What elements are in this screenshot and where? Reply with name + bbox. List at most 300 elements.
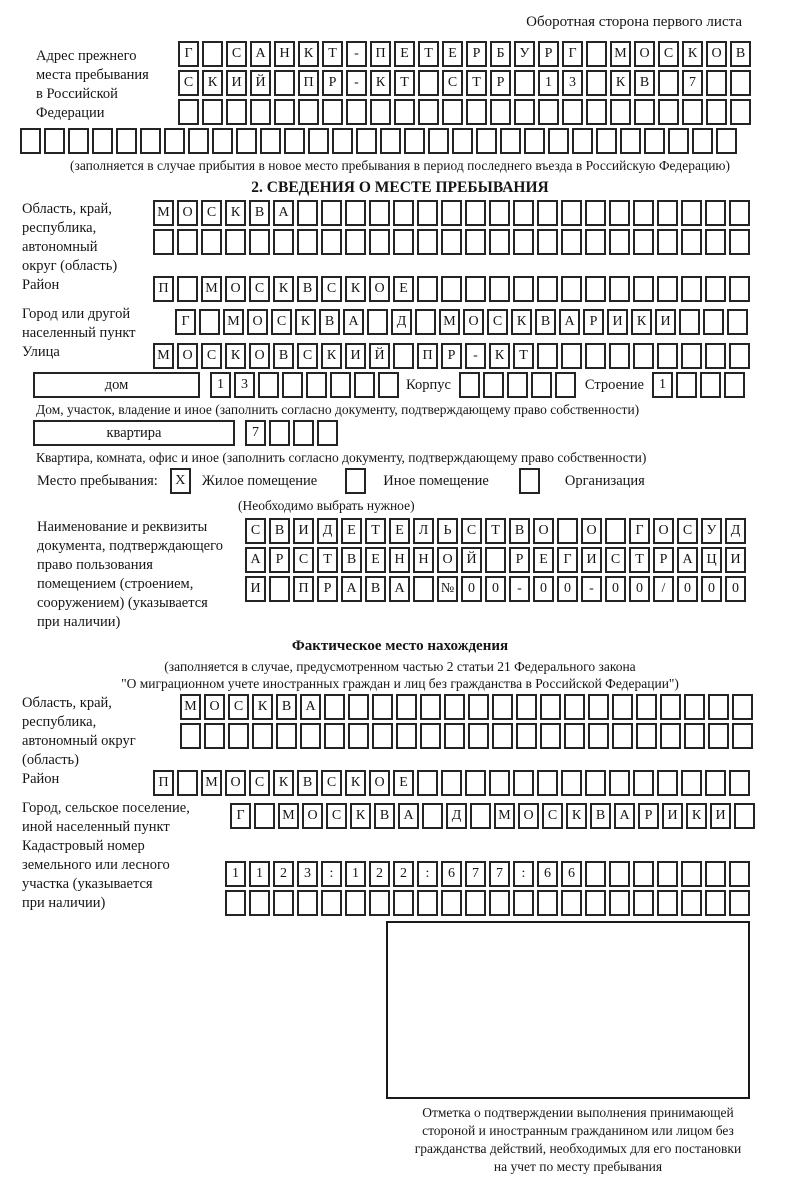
char-box[interactable] xyxy=(225,890,246,916)
char-box[interactable]: А xyxy=(389,576,410,602)
previous-address-row-3[interactable] xyxy=(178,99,754,125)
previous-address-row-2[interactable] xyxy=(178,70,754,96)
char-box[interactable]: О xyxy=(247,309,268,335)
char-box[interactable] xyxy=(537,276,558,302)
char-box[interactable]: А xyxy=(677,547,698,573)
char-box[interactable]: С xyxy=(658,41,679,67)
char-box[interactable] xyxy=(633,200,654,226)
char-box[interactable] xyxy=(483,372,504,398)
char-box[interactable] xyxy=(380,128,401,154)
char-box[interactable] xyxy=(609,200,630,226)
char-box[interactable] xyxy=(684,723,705,749)
char-box[interactable]: О xyxy=(177,343,198,369)
char-box[interactable] xyxy=(538,99,559,125)
char-box[interactable] xyxy=(730,99,751,125)
char-box[interactable]: Т xyxy=(365,518,386,544)
char-box[interactable]: С xyxy=(201,200,222,226)
char-box[interactable]: К xyxy=(273,276,294,302)
char-box[interactable] xyxy=(513,890,534,916)
char-box[interactable] xyxy=(201,229,222,255)
char-box[interactable] xyxy=(20,128,41,154)
char-box[interactable] xyxy=(297,229,318,255)
char-box[interactable] xyxy=(585,229,606,255)
char-box[interactable]: : xyxy=(417,861,438,887)
char-box[interactable]: 1 xyxy=(210,372,231,398)
char-box[interactable]: Н xyxy=(389,547,410,573)
char-box[interactable]: Р xyxy=(490,70,511,96)
char-box[interactable]: В xyxy=(374,803,395,829)
apartment-row[interactable] xyxy=(245,420,341,446)
char-box[interactable]: Г xyxy=(562,41,583,67)
char-box[interactable]: 2 xyxy=(393,861,414,887)
char-box[interactable]: 6 xyxy=(537,861,558,887)
char-box[interactable] xyxy=(345,468,366,494)
char-box[interactable] xyxy=(417,276,438,302)
char-box[interactable] xyxy=(202,41,223,67)
char-box[interactable]: 2 xyxy=(273,861,294,887)
char-box[interactable] xyxy=(516,694,537,720)
char-box[interactable]: С xyxy=(461,518,482,544)
char-box[interactable] xyxy=(730,70,751,96)
char-box[interactable]: Г xyxy=(629,518,650,544)
char-box[interactable] xyxy=(441,229,462,255)
char-box[interactable]: М xyxy=(494,803,515,829)
char-box[interactable] xyxy=(657,770,678,796)
char-box[interactable]: - xyxy=(581,576,602,602)
char-box[interactable] xyxy=(417,229,438,255)
actual-city-row[interactable] xyxy=(230,799,758,829)
checkbox-organizatsiya[interactable] xyxy=(519,468,543,494)
char-box[interactable]: К xyxy=(566,803,587,829)
char-box[interactable] xyxy=(620,128,641,154)
char-box[interactable] xyxy=(370,99,391,125)
char-box[interactable]: О xyxy=(302,803,323,829)
char-box[interactable]: К xyxy=(273,770,294,796)
char-box[interactable] xyxy=(705,890,726,916)
char-box[interactable]: Р xyxy=(317,576,338,602)
char-box[interactable] xyxy=(418,99,439,125)
char-box[interactable] xyxy=(489,770,510,796)
char-box[interactable]: Р xyxy=(509,547,530,573)
char-box[interactable] xyxy=(254,803,275,829)
char-box[interactable] xyxy=(561,229,582,255)
char-box[interactable] xyxy=(681,770,702,796)
char-box[interactable] xyxy=(537,770,558,796)
char-box[interactable] xyxy=(572,128,593,154)
char-box[interactable] xyxy=(202,99,223,125)
char-box[interactable]: И xyxy=(725,547,746,573)
char-box[interactable] xyxy=(668,128,689,154)
char-box[interactable] xyxy=(225,229,246,255)
char-box[interactable]: О xyxy=(634,41,655,67)
char-box[interactable]: А xyxy=(300,694,321,720)
char-box[interactable]: В xyxy=(319,309,340,335)
char-box[interactable]: 0 xyxy=(629,576,650,602)
char-box[interactable] xyxy=(706,99,727,125)
char-box[interactable] xyxy=(633,861,654,887)
char-box[interactable] xyxy=(585,770,606,796)
char-box[interactable]: Е xyxy=(393,770,414,796)
char-box[interactable] xyxy=(692,128,713,154)
char-box[interactable]: О xyxy=(581,518,602,544)
char-box[interactable]: X xyxy=(170,468,191,494)
char-box[interactable]: П xyxy=(293,576,314,602)
char-box[interactable]: М xyxy=(278,803,299,829)
char-box[interactable]: Т xyxy=(317,547,338,573)
char-box[interactable] xyxy=(681,200,702,226)
char-box[interactable] xyxy=(729,200,750,226)
char-box[interactable] xyxy=(724,372,745,398)
char-box[interactable]: А xyxy=(343,309,364,335)
char-box[interactable] xyxy=(372,694,393,720)
char-box[interactable] xyxy=(513,200,534,226)
char-box[interactable] xyxy=(441,200,462,226)
char-box[interactable] xyxy=(153,229,174,255)
char-box[interactable]: В xyxy=(297,276,318,302)
char-box[interactable]: - xyxy=(346,70,367,96)
char-box[interactable] xyxy=(180,723,201,749)
char-box[interactable] xyxy=(332,128,353,154)
char-box[interactable]: - xyxy=(346,41,367,67)
char-box[interactable]: Ь xyxy=(437,518,458,544)
actual-region-row-1[interactable] xyxy=(180,694,756,720)
char-box[interactable] xyxy=(321,229,342,255)
char-box[interactable]: И xyxy=(345,343,366,369)
char-box[interactable]: Т xyxy=(394,70,415,96)
char-box[interactable] xyxy=(681,229,702,255)
char-box[interactable] xyxy=(679,309,700,335)
char-box[interactable] xyxy=(705,861,726,887)
document-row-1[interactable] xyxy=(245,518,749,544)
char-box[interactable]: Р xyxy=(538,41,559,67)
char-box[interactable] xyxy=(140,128,161,154)
char-box[interactable] xyxy=(636,723,657,749)
char-box[interactable]: Б xyxy=(490,41,511,67)
char-box[interactable] xyxy=(273,890,294,916)
char-box[interactable]: Е xyxy=(365,547,386,573)
char-box[interactable] xyxy=(658,70,679,96)
char-box[interactable] xyxy=(164,128,185,154)
char-box[interactable]: С xyxy=(605,547,626,573)
char-box[interactable]: С xyxy=(321,276,342,302)
char-box[interactable]: Р xyxy=(466,41,487,67)
char-box[interactable]: С xyxy=(442,70,463,96)
char-box[interactable]: О xyxy=(369,276,390,302)
char-box[interactable] xyxy=(540,723,561,749)
char-box[interactable] xyxy=(485,547,506,573)
char-box[interactable]: Н xyxy=(413,547,434,573)
char-box[interactable] xyxy=(177,770,198,796)
char-box[interactable] xyxy=(394,99,415,125)
char-box[interactable] xyxy=(682,99,703,125)
char-box[interactable]: М xyxy=(201,770,222,796)
char-box[interactable] xyxy=(633,276,654,302)
char-box[interactable]: Н xyxy=(274,41,295,67)
char-box[interactable] xyxy=(548,128,569,154)
char-box[interactable]: К xyxy=(202,70,223,96)
char-box[interactable] xyxy=(681,343,702,369)
char-box[interactable]: М xyxy=(439,309,460,335)
char-box[interactable] xyxy=(258,372,279,398)
char-box[interactable] xyxy=(681,276,702,302)
char-box[interactable] xyxy=(465,890,486,916)
char-box[interactable]: У xyxy=(701,518,722,544)
char-box[interactable]: А xyxy=(250,41,271,67)
char-box[interactable] xyxy=(609,276,630,302)
char-box[interactable] xyxy=(636,694,657,720)
char-box[interactable] xyxy=(269,420,290,446)
char-box[interactable] xyxy=(372,723,393,749)
char-box[interactable]: Р xyxy=(269,547,290,573)
char-box[interactable]: Р xyxy=(583,309,604,335)
char-box[interactable] xyxy=(417,200,438,226)
previous-address-row-1[interactable] xyxy=(178,41,754,67)
char-box[interactable] xyxy=(321,890,342,916)
char-box[interactable] xyxy=(732,723,753,749)
char-box[interactable] xyxy=(729,229,750,255)
char-box[interactable] xyxy=(177,229,198,255)
house-row[interactable] xyxy=(210,372,402,398)
char-box[interactable] xyxy=(561,343,582,369)
char-box[interactable]: Е xyxy=(389,518,410,544)
char-box[interactable]: 0 xyxy=(701,576,722,602)
char-box[interactable]: : xyxy=(513,861,534,887)
char-box[interactable] xyxy=(420,694,441,720)
char-box[interactable]: С xyxy=(271,309,292,335)
char-box[interactable] xyxy=(596,128,617,154)
char-box[interactable] xyxy=(393,343,414,369)
char-box[interactable]: 1 xyxy=(249,861,270,887)
char-box[interactable] xyxy=(324,694,345,720)
char-box[interactable]: С xyxy=(226,41,247,67)
char-box[interactable] xyxy=(418,70,439,96)
char-box[interactable] xyxy=(297,890,318,916)
char-box[interactable]: 2 xyxy=(369,861,390,887)
char-box[interactable] xyxy=(476,128,497,154)
char-box[interactable] xyxy=(322,99,343,125)
char-box[interactable]: С xyxy=(249,770,270,796)
char-box[interactable] xyxy=(564,694,585,720)
char-box[interactable] xyxy=(308,128,329,154)
char-box[interactable]: К xyxy=(511,309,532,335)
char-box[interactable]: 7 xyxy=(682,70,703,96)
char-box[interactable] xyxy=(489,890,510,916)
char-box[interactable] xyxy=(441,770,462,796)
char-box[interactable]: А xyxy=(559,309,580,335)
char-box[interactable] xyxy=(734,803,755,829)
char-box[interactable]: Д xyxy=(446,803,467,829)
char-box[interactable]: В xyxy=(509,518,530,544)
char-box[interactable] xyxy=(703,309,724,335)
char-box[interactable] xyxy=(444,694,465,720)
char-box[interactable] xyxy=(428,128,449,154)
char-box[interactable] xyxy=(513,229,534,255)
char-box[interactable] xyxy=(444,723,465,749)
char-box[interactable]: 1 xyxy=(538,70,559,96)
char-box[interactable] xyxy=(676,372,697,398)
char-box[interactable] xyxy=(557,518,578,544)
char-box[interactable] xyxy=(345,200,366,226)
char-box[interactable] xyxy=(610,99,631,125)
char-box[interactable]: И xyxy=(226,70,247,96)
char-box[interactable]: Й xyxy=(250,70,271,96)
char-box[interactable] xyxy=(489,276,510,302)
char-box[interactable] xyxy=(705,276,726,302)
char-box[interactable] xyxy=(519,468,540,494)
char-box[interactable]: О xyxy=(204,694,225,720)
char-box[interactable] xyxy=(586,70,607,96)
char-box[interactable] xyxy=(657,890,678,916)
char-box[interactable]: И xyxy=(581,547,602,573)
cadastral-row-1[interactable] xyxy=(225,861,753,887)
char-box[interactable]: К xyxy=(295,309,316,335)
char-box[interactable]: Т xyxy=(513,343,534,369)
char-box[interactable]: : xyxy=(321,861,342,887)
char-box[interactable]: А xyxy=(245,547,266,573)
checkbox-inoe[interactable] xyxy=(345,468,369,494)
char-box[interactable] xyxy=(706,70,727,96)
char-box[interactable] xyxy=(561,770,582,796)
street-row[interactable] xyxy=(153,343,753,369)
char-box[interactable]: Е xyxy=(394,41,415,67)
char-box[interactable] xyxy=(356,128,377,154)
char-box[interactable]: 3 xyxy=(234,372,255,398)
char-box[interactable]: 6 xyxy=(441,861,462,887)
char-box[interactable]: К xyxy=(321,343,342,369)
char-box[interactable] xyxy=(585,343,606,369)
char-box[interactable]: К xyxy=(345,770,366,796)
char-box[interactable]: П xyxy=(153,276,174,302)
char-box[interactable] xyxy=(609,229,630,255)
char-box[interactable] xyxy=(236,128,257,154)
char-box[interactable] xyxy=(452,128,473,154)
char-box[interactable]: Е xyxy=(341,518,362,544)
char-box[interactable]: Р xyxy=(638,803,659,829)
char-box[interactable] xyxy=(274,99,295,125)
char-box[interactable] xyxy=(500,128,521,154)
char-box[interactable]: 1 xyxy=(225,861,246,887)
char-box[interactable] xyxy=(92,128,113,154)
char-box[interactable] xyxy=(441,276,462,302)
char-box[interactable]: Д xyxy=(317,518,338,544)
char-box[interactable] xyxy=(708,723,729,749)
char-box[interactable]: № xyxy=(437,576,458,602)
char-box[interactable] xyxy=(657,343,678,369)
char-box[interactable]: О xyxy=(518,803,539,829)
char-box[interactable]: С xyxy=(245,518,266,544)
char-box[interactable] xyxy=(465,229,486,255)
char-box[interactable] xyxy=(705,200,726,226)
char-box[interactable]: М xyxy=(153,200,174,226)
char-box[interactable] xyxy=(605,518,626,544)
char-box[interactable] xyxy=(422,803,443,829)
char-box[interactable] xyxy=(513,770,534,796)
char-box[interactable] xyxy=(250,99,271,125)
char-box[interactable]: О xyxy=(706,41,727,67)
char-box[interactable]: К xyxy=(686,803,707,829)
char-box[interactable]: Р xyxy=(653,547,674,573)
char-box[interactable] xyxy=(489,200,510,226)
char-box[interactable] xyxy=(298,99,319,125)
char-box[interactable]: К xyxy=(225,200,246,226)
char-box[interactable] xyxy=(732,694,753,720)
char-box[interactable] xyxy=(345,229,366,255)
char-box[interactable] xyxy=(609,343,630,369)
char-box[interactable] xyxy=(273,229,294,255)
char-box[interactable]: В xyxy=(590,803,611,829)
char-box[interactable]: 3 xyxy=(562,70,583,96)
char-box[interactable] xyxy=(586,41,607,67)
char-box[interactable] xyxy=(516,723,537,749)
cadastral-row-2[interactable] xyxy=(225,890,753,916)
char-box[interactable] xyxy=(348,694,369,720)
char-box[interactable] xyxy=(633,890,654,916)
char-box[interactable] xyxy=(561,890,582,916)
char-box[interactable] xyxy=(585,200,606,226)
char-box[interactable] xyxy=(660,723,681,749)
char-box[interactable] xyxy=(561,200,582,226)
char-box[interactable]: В xyxy=(634,70,655,96)
char-box[interactable] xyxy=(729,861,750,887)
char-box[interactable] xyxy=(369,200,390,226)
char-box[interactable]: М xyxy=(153,343,174,369)
char-box[interactable]: Р xyxy=(322,70,343,96)
char-box[interactable]: К xyxy=(370,70,391,96)
char-box[interactable] xyxy=(417,770,438,796)
korpus-row[interactable] xyxy=(459,372,579,398)
char-box[interactable] xyxy=(459,372,480,398)
char-box[interactable] xyxy=(396,694,417,720)
char-box[interactable]: К xyxy=(225,343,246,369)
char-box[interactable] xyxy=(585,861,606,887)
char-box[interactable] xyxy=(249,229,270,255)
char-box[interactable] xyxy=(393,890,414,916)
char-box[interactable]: Л xyxy=(413,518,434,544)
char-box[interactable] xyxy=(609,770,630,796)
char-box[interactable] xyxy=(609,861,630,887)
char-box[interactable]: 6 xyxy=(561,861,582,887)
char-box[interactable]: Т xyxy=(322,41,343,67)
char-box[interactable] xyxy=(420,723,441,749)
char-box[interactable]: В xyxy=(341,547,362,573)
char-box[interactable] xyxy=(633,770,654,796)
char-box[interactable]: К xyxy=(631,309,652,335)
char-box[interactable]: С xyxy=(677,518,698,544)
char-box[interactable]: И xyxy=(655,309,676,335)
document-row-2[interactable] xyxy=(245,547,749,573)
char-box[interactable] xyxy=(513,276,534,302)
char-box[interactable]: В xyxy=(273,343,294,369)
char-box[interactable] xyxy=(727,309,748,335)
char-box[interactable]: С xyxy=(487,309,508,335)
char-box[interactable] xyxy=(555,372,576,398)
char-box[interactable] xyxy=(729,343,750,369)
char-box[interactable] xyxy=(404,128,425,154)
char-box[interactable]: С xyxy=(542,803,563,829)
char-box[interactable]: 0 xyxy=(557,576,578,602)
char-box[interactable] xyxy=(708,694,729,720)
char-box[interactable]: М xyxy=(610,41,631,67)
char-box[interactable] xyxy=(396,723,417,749)
char-box[interactable]: П xyxy=(153,770,174,796)
region-row-2[interactable] xyxy=(153,229,753,255)
char-box[interactable] xyxy=(586,99,607,125)
char-box[interactable]: О xyxy=(437,547,458,573)
char-box[interactable] xyxy=(588,694,609,720)
char-box[interactable] xyxy=(658,99,679,125)
char-box[interactable]: О xyxy=(249,343,270,369)
previous-address-row-4[interactable] xyxy=(0,128,800,154)
